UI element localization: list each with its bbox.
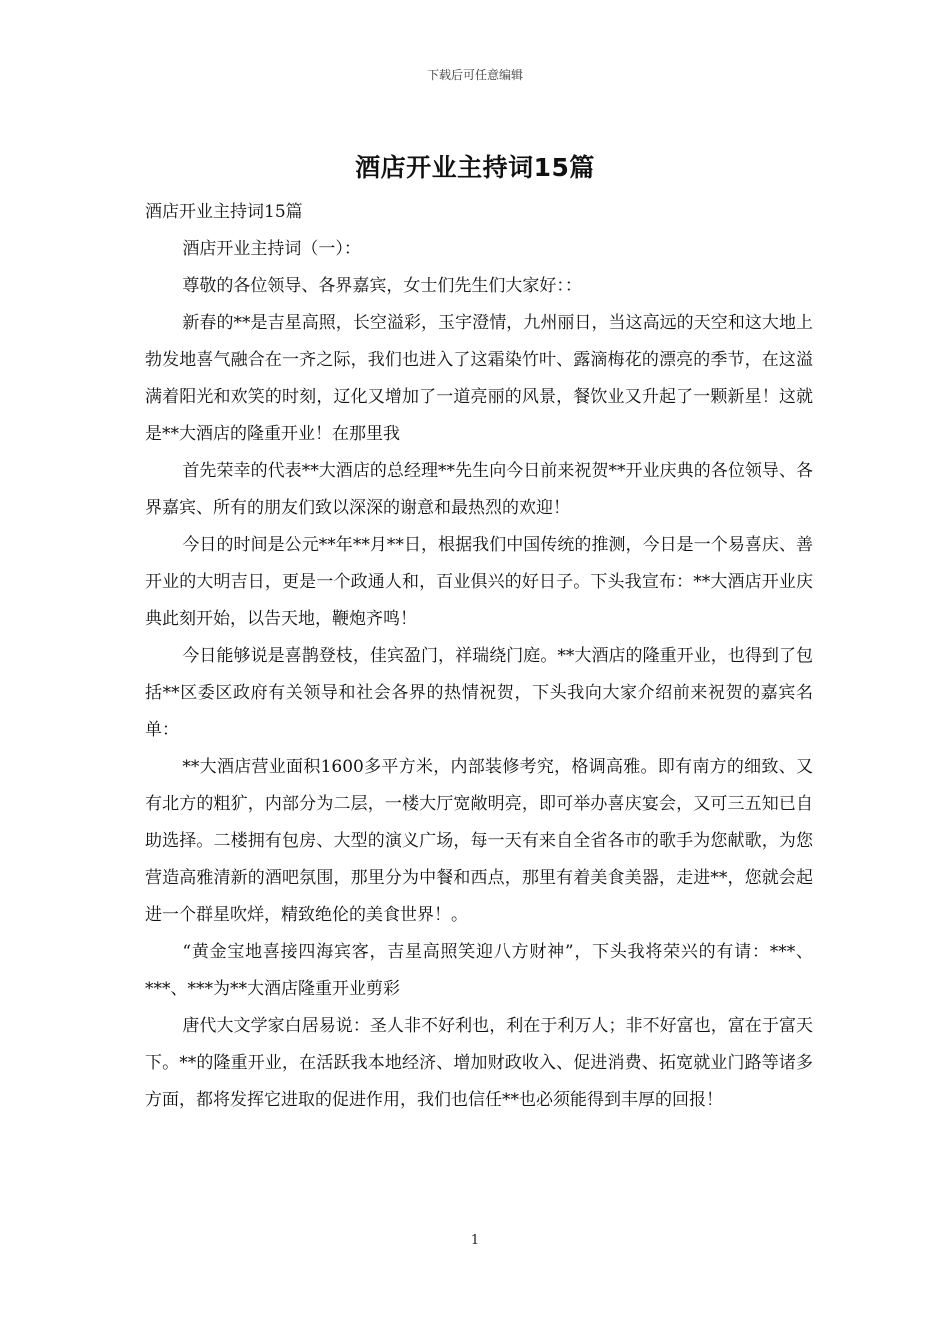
paragraph: 首先荣幸的代表**大酒店的总经理**先生向今日前来祝贺**开业庆典的各位领导、各界嘉宾、所有的朋友们致以深深的谢意和最热烈的欢迎！ (145, 461, 813, 518)
paragraph: “黄金宝地喜接四海宾客，吉星高照笑迎八方财神”，下头我将荣兴的有请：***、***、***为**大酒店隆重开业剪彩 (145, 942, 813, 999)
page-number: 1 (470, 1233, 480, 1248)
paragraph: 今日能够说是喜鹊登枝，佳宾盈门，祥瑞绕门庭。**大酒店的隆重开业，也得到了包括**区委区政府有关领导和社会各界的热情祝贺，下头我向大家介绍前来祝贺的嘉宾名单： (145, 646, 813, 740)
paragraph: 唐代大文学家白居易说：圣人非不好利也，利在于利万人；非不好富也，富在于富天下。**的隆重开业，在活跃我本地经济、增加财政收入、促进消费、拓宽就业门路等诸多方面，都将发挥它进取的促进作用，我们也信任**也必须能得到丰厚的回报！ (145, 1016, 813, 1110)
paragraph: 尊敬的各位领导、各界嘉宾，女士们先生们大家好：： (182, 276, 582, 296)
paragraph: 酒店开业主持词（一）： (182, 239, 361, 259)
page-header: 下载后可任意编辑 (426, 68, 523, 82)
document-title: 酒店开业主持词15篇 (355, 153, 595, 182)
document-body (145, 194, 813, 1119)
paragraph: 今日的时间是公元**年**月**日，根据我们中国传统的推测，今日是一个易喜庆、善开业的大明吉日，更是一个政通人和，百业俱兴的好日子。下头我宣布：**大酒店开业庆典此刻开始，以告天地，鞭炮齐鸣！ (145, 535, 813, 629)
paragraph: **大酒店营业面积1600多平方米，内部装修考究，格调高雅。即有南方的细致、又有北方的粗犷，内部分为二层，一楼大厅宽敞明亮，即可举办喜庆宴会，又可三五知已自助选择。二楼拥有包房、大型的演义广场，每一天有来自全省各市的歌手为您献歌，为您营造高雅清新的酒吧氛围，那里分为中餐和西点，那里有着美食美器，走进**，您就会起进一个群星吹烊，精致绝伦的美食世界！。 (145, 757, 813, 925)
paragraph: 新春的**是吉星高照，长空溢彩，玉宇澄情，九州丽日，当这高远的天空和这大地上勃发地喜气融合在一齐之际，我们也进入了这霜染竹叶、露滴梅花的漂亮的季节，在这溢满着阳光和欢笑的时刻，辽化又增加了一道亮丽的风景，餐饮业又升起了一颗新星！这就是**大酒店的隆重开业！在那里我 (145, 313, 813, 444)
document-subtitle: 酒店开业主持词15篇 (145, 202, 303, 222)
